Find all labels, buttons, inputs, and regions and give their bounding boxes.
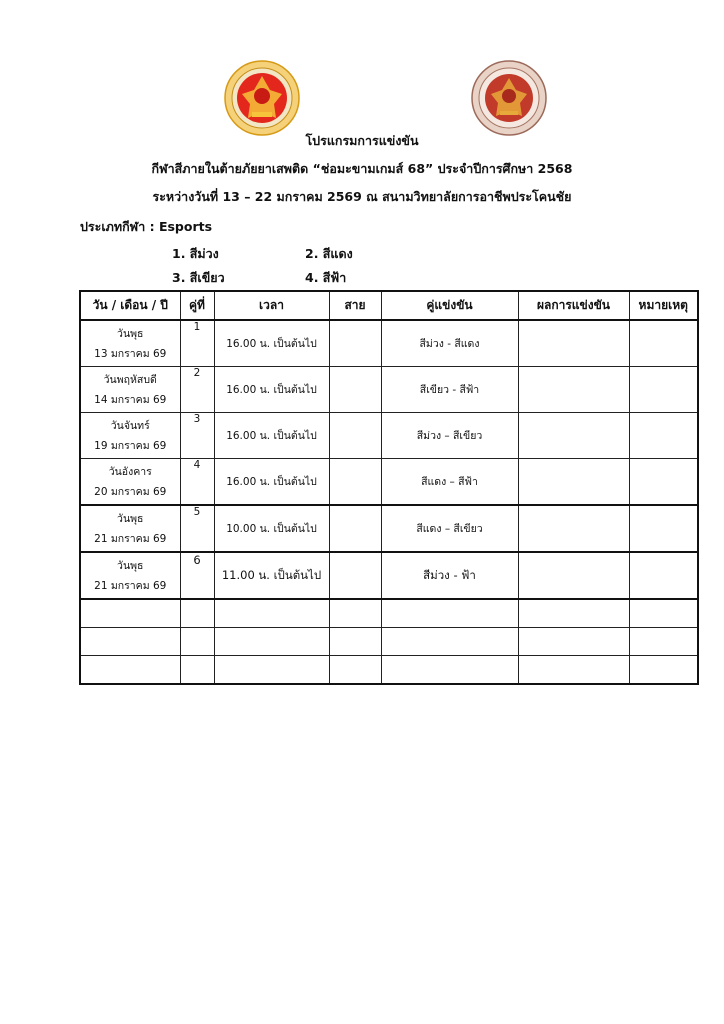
table-row: [80, 367, 698, 413]
team-list-item: 1. สีม่วง: [172, 246, 219, 261]
document-title: โปรแกรมการแข่งขัน: [305, 133, 419, 148]
pair-cell: 2: [180, 367, 214, 413]
day-name: วันพฤหัสบดี: [103, 373, 157, 386]
day-name: วันพุธ: [117, 559, 144, 572]
date-text: 21 มกราคม 69: [94, 532, 167, 545]
result-cell: [518, 413, 629, 459]
team-list-item: 2. สีแดง: [305, 246, 353, 261]
result-cell: [518, 367, 629, 413]
match-cell: สีม่วง - ฟ้า: [381, 552, 518, 599]
col-header-result: ผลการแข่งขัน: [518, 291, 629, 320]
col-header-line: สาย: [329, 291, 381, 320]
note-cell: [629, 320, 698, 367]
result-cell: [518, 505, 629, 552]
sport-type: ประเภทกีฬา : Esports: [80, 219, 213, 234]
note-cell: [629, 413, 698, 459]
day-name: วันอังคาร: [108, 465, 152, 478]
pair-cell: 4: [180, 459, 214, 506]
date-cell: [80, 459, 180, 506]
time-cell: 10.00 น. เป็นต้นไป: [214, 505, 329, 552]
table-row: [80, 320, 698, 367]
schedule-table: [79, 290, 699, 685]
pair-cell: 1: [180, 320, 214, 367]
college-emblem-logo-icon: [471, 60, 547, 136]
time-cell: 11.00 น. เป็นต้นไป: [214, 552, 329, 599]
date-cell: [80, 367, 180, 413]
day-name: วันจันทร์: [110, 419, 150, 432]
time-cell: 16.00 น. เป็นต้นไป: [214, 413, 329, 459]
col-header-match: คู่แข่งขัน: [381, 291, 518, 320]
date-text: 13 มกราคม 69: [94, 347, 167, 360]
col-header-pair: คู่ที่: [180, 291, 214, 320]
date-text: 19 มกราคม 69: [94, 439, 167, 452]
pair-cell: 3: [180, 413, 214, 459]
pair-cell: 6: [180, 552, 214, 599]
table-header-row: [80, 291, 698, 320]
result-cell: [518, 320, 629, 367]
empty-table-row: [80, 599, 698, 628]
line-cell: [329, 505, 381, 552]
time-cell: 16.00 น. เป็นต้นไป: [214, 320, 329, 367]
date-cell: [80, 413, 180, 459]
note-cell: [629, 367, 698, 413]
team-list-item: 3. สีเขียว: [172, 270, 225, 285]
day-name: วันพุธ: [117, 512, 144, 525]
line-cell: [329, 413, 381, 459]
empty-table-row: [80, 656, 698, 685]
empty-table-row: [80, 628, 698, 656]
note-cell: [629, 505, 698, 552]
line-cell: [329, 459, 381, 506]
line-cell: [329, 367, 381, 413]
vec-emblem-logo-icon: [224, 60, 300, 136]
note-cell: [629, 552, 698, 599]
note-cell: [629, 459, 698, 506]
table-row: [80, 552, 698, 599]
date-cell: [80, 505, 180, 552]
result-cell: [518, 552, 629, 599]
date-cell: [80, 552, 180, 599]
event-dates-venue: ระหว่างวันที่ 13 – 22 มกราคม 2569 ณ สนามวิทยาลัยการอาชีพประโคนชัย: [152, 189, 572, 204]
table-row: [80, 505, 698, 552]
col-header-note: หมายเหตุ: [629, 291, 698, 320]
table-row: [80, 413, 698, 459]
date-text: 20 มกราคม 69: [94, 485, 167, 498]
table-row: [80, 459, 698, 506]
team-list-item: 4. สีฟ้า: [305, 270, 347, 285]
date-text: 14 มกราคม 69: [94, 393, 167, 406]
date-text: 21 มกราคม 69: [94, 579, 167, 592]
match-cell: สีแดง – สีเขียว: [381, 505, 518, 552]
time-cell: 16.00 น. เป็นต้นไป: [214, 459, 329, 506]
match-cell: สีม่วง - สีแดง: [381, 320, 518, 367]
line-cell: [329, 320, 381, 367]
match-cell: สีเขียว - สีฟ้า: [381, 367, 518, 413]
result-cell: [518, 459, 629, 506]
pair-cell: 5: [180, 505, 214, 552]
col-header-time: เวลา: [214, 291, 329, 320]
event-title: กีฬาสีภายในต้ายภัยยาเสพติด “ช่อมะขามเกมส์ 68” ประจำปีการศึกษา 2568: [151, 161, 573, 176]
day-name: วันพุธ: [117, 327, 144, 340]
match-cell: สีแดง – สีฟ้า: [381, 459, 518, 506]
line-cell: [329, 552, 381, 599]
match-cell: สีม่วง – สีเขียว: [381, 413, 518, 459]
col-header-date: วัน / เดือน / ปี: [80, 291, 180, 320]
date-cell: [80, 320, 180, 367]
time-cell: 16.00 น. เป็นต้นไป: [214, 367, 329, 413]
